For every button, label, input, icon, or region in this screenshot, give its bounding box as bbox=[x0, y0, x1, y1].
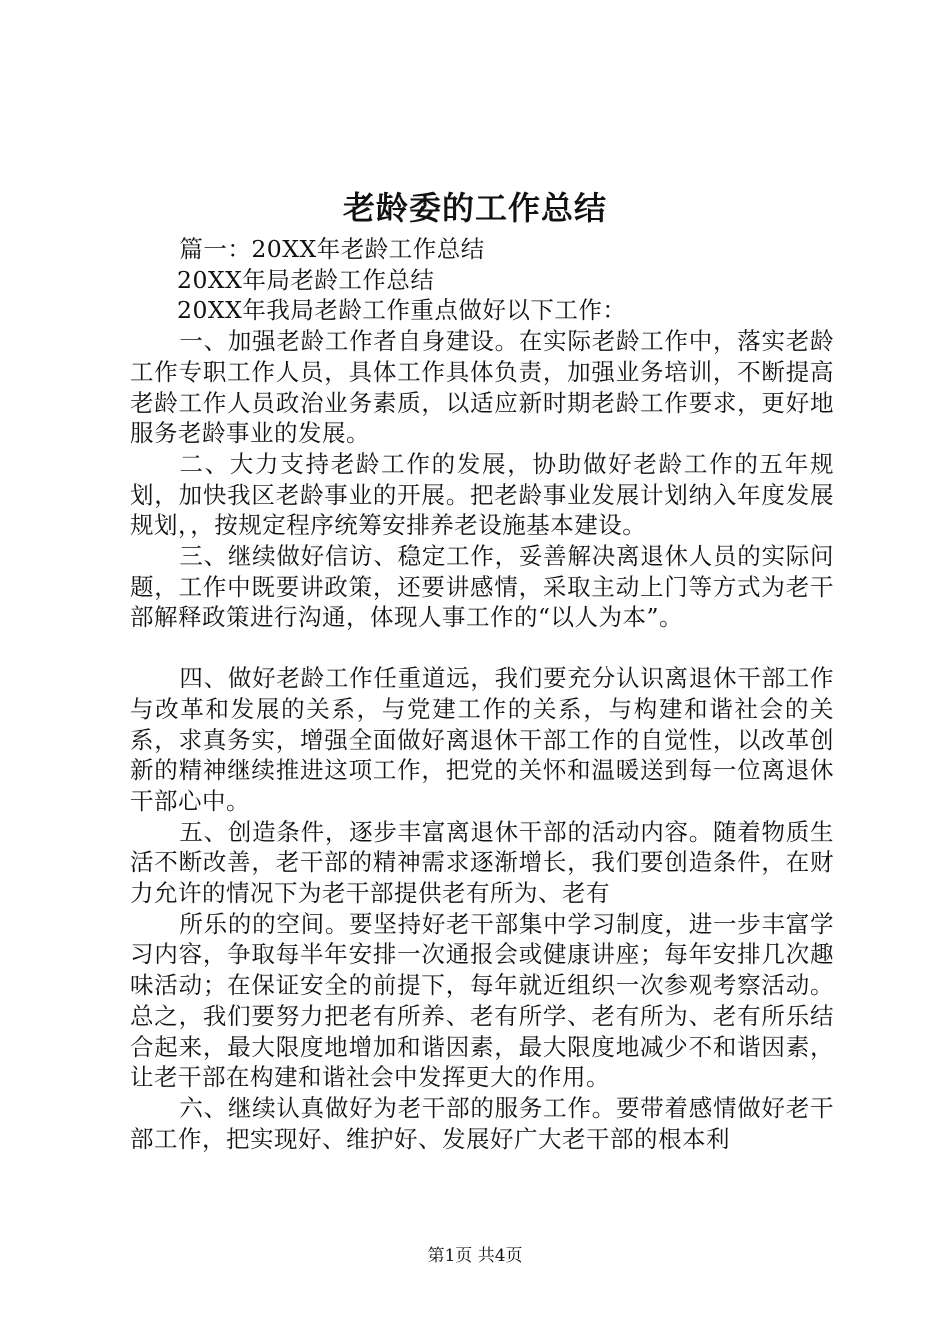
paragraph-9: 所乐的的空间。要坚持好老干部集中学习制度，进一步丰富学习内容，争取每半年安排一次通报会或健康讲座；每年安排几次趣味活动；在保证安全的前提下，每年就近组织一次参观考察活动。总之，我们要努力把老有所养、老有所学、老有所为、老有所乐结合起来，最大限度地增加和谐因素，最大限度地减少不和谐因素，让老干部在构建和谐社会中发挥更大的作用。 bbox=[130, 909, 834, 1092]
paragraph-10: 六、继续认真做好为老干部的服务工作。要带着感情做好老干部工作，把实现好、维护好、发展好广大老干部的根本利 bbox=[130, 1093, 834, 1153]
paragraph-8: 五、创造条件，逐步丰富离退休干部的活动内容。随着物质生活不断改善，老干部的精神需求逐渐增长，我们要创造条件，在财力允许的情况下为老干部提供老有所为、老有 bbox=[130, 817, 834, 908]
page-number: 第1页 共4页 bbox=[427, 1246, 523, 1266]
paragraph-7: 四、做好老龄工作任重道远，我们要充分认识离退休干部工作与改革和发展的关系，与党建工作的关系，与构建和谐社会的关系，求真务实，增强全面做好离退休干部工作的自觉性，以改革创新的精神继续推进这项工作，把党的关怀和温暖送到每一位离退休干部心中。 bbox=[130, 664, 834, 815]
document-title: 老龄委的工作总结 bbox=[342, 189, 607, 227]
paragraph-3: 20XX年我局老龄工作重点做好以下工作： bbox=[177, 296, 627, 325]
paragraph-2: 20XX年局老龄工作总结 bbox=[177, 265, 435, 294]
paragraph-6: 三、继续做好信访、稳定工作，妥善解决离退休人员的实际问题，工作中既要讲政策，还要讲感情，采取主动上门等方式为老干部解释政策进行沟通，体现人事工作的“以人为本”。 bbox=[130, 542, 834, 632]
paragraph-5: 二、大力支持老龄工作的发展，协助做好老龄工作的五年规划，加快我区老龄事业的开展。把老龄事业发展计划纳入年度发展规划，，按规定程序统筹安排养老设施基本建设。 bbox=[130, 449, 834, 540]
paragraph-1: 篇一：20XX年老龄工作总结 bbox=[179, 235, 485, 263]
document-body bbox=[130, 234, 834, 1154]
paragraph-4: 一、加强老龄工作者自身建设。在实际老龄工作中，落实老龄工作专职工作人员，具体工作具体负责，加强业务培训，不断提高老龄工作人员政治业务素质，以适应新时期老龄工作要求，更好地服务老龄事业的发展。 bbox=[130, 327, 834, 448]
